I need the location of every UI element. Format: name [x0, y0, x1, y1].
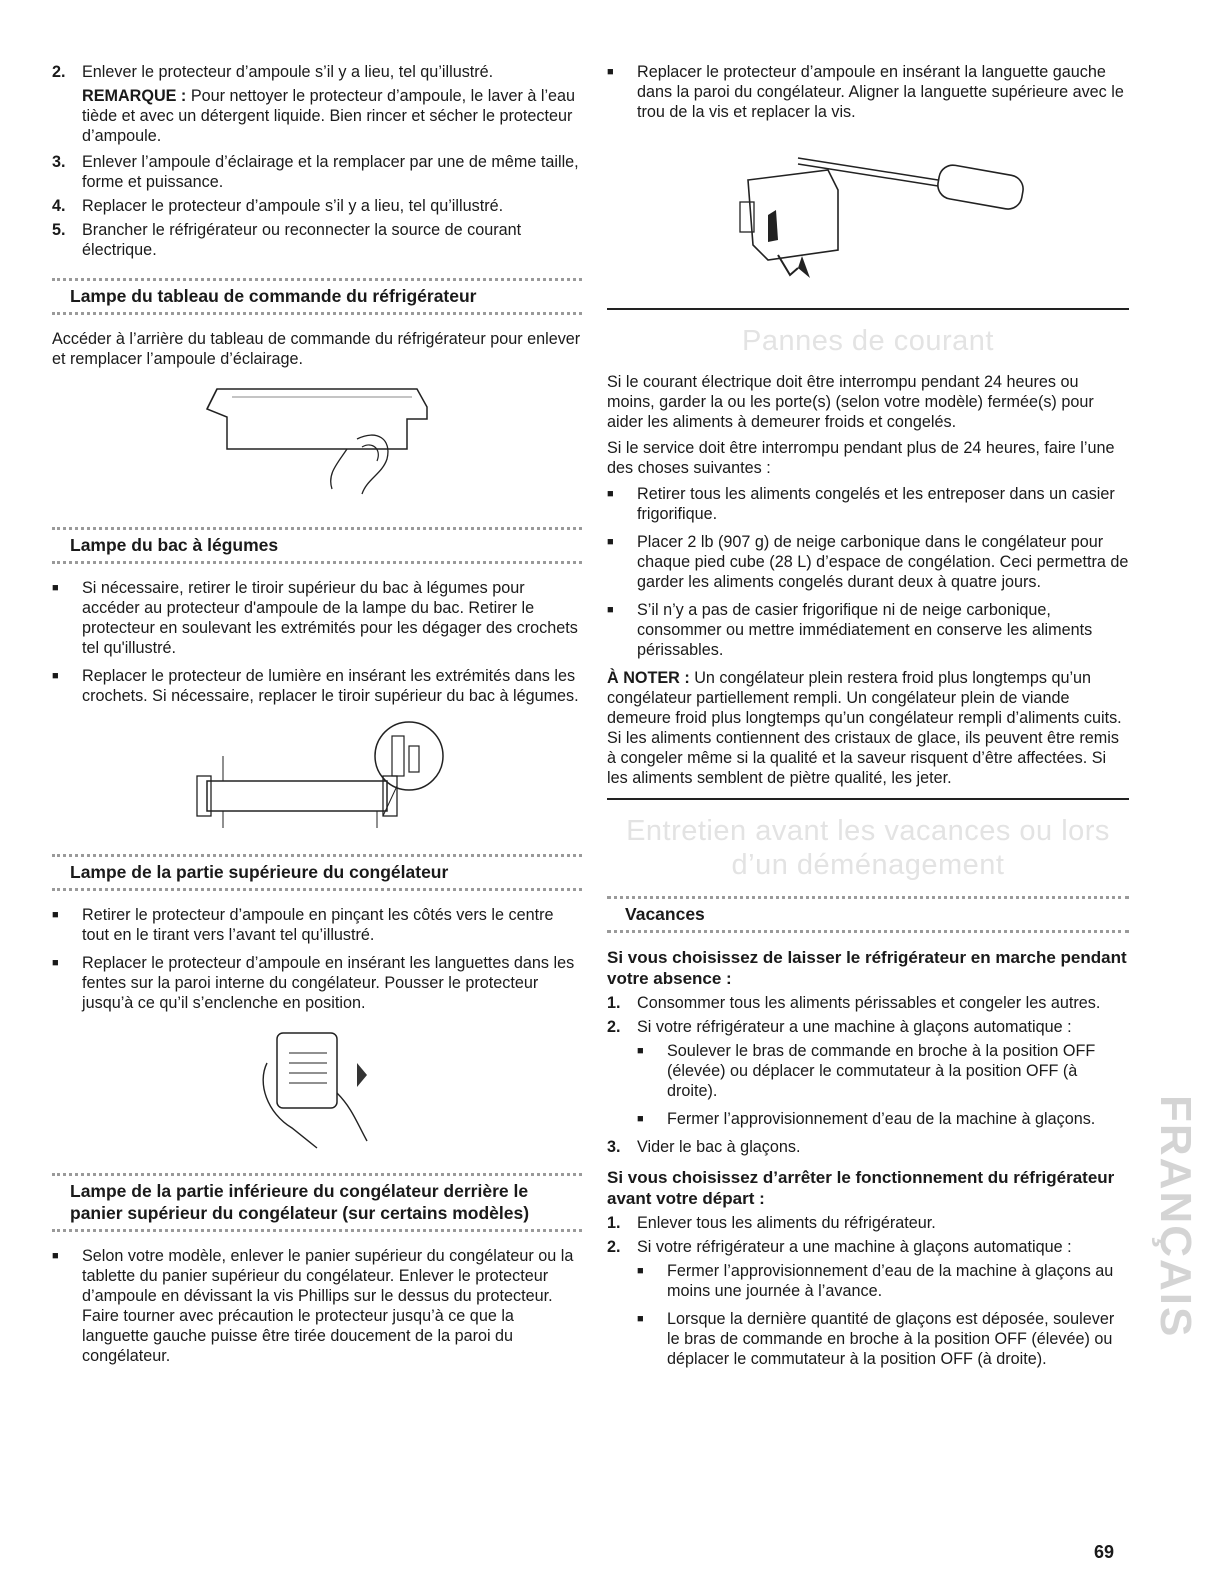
subheading-turn-off: Si vous choisissez d’arrêter le fonctionnement du réfrigérateur avant votre départ : [607, 1168, 1115, 1208]
bullet-item [52, 666, 582, 706]
bullet-item [52, 578, 582, 658]
step-text: Consommer tous les aliments périssables et congeler les autres. [637, 994, 1101, 1012]
note-text: Un congélateur plein restera froid plus longtemps qu’un congélateur partiellement rempli. Un congélateur plein de viande demeure froid plus longtemps qu’un congélateur rempli d’aliments cuits. Si les aliments contiennent des cristaux de glace, ils peuvent être remis à congeler même si la qualité et la saveur risquent d’être affectées. Si les aliments semblent de piètre qualité, les jeter. [607, 669, 1122, 787]
bullet-text: S’il n’y a pas de casier frigorifique ni de neige carbonique, consommer ou mettre immédiatement en conserve les aliments périssables. [637, 601, 1093, 659]
power-outage-para-1: Si le courant électrique doit être interrompu pendant 24 heures ou moins, garder la ou les porte(s) (selon votre modèle) fermée(s) pour aider les aliments à demeurer froids et congelés. [607, 373, 1094, 431]
subheading-leave-running: Si vous choisissez de laisser le réfrigérateur en marche pendant votre absence : [607, 948, 1127, 988]
sub-bullet-list [607, 1041, 1129, 1129]
step-number: 3. [52, 153, 66, 171]
section-title-crisper-lamp: Lampe du bac à légumes [52, 527, 582, 564]
step-number: 2. [607, 1238, 621, 1256]
upper-freezer-figure [52, 1023, 582, 1153]
bullet-square-icon: ■ [52, 582, 59, 594]
bullet-item [637, 1261, 1129, 1301]
step-text: Enlever tous les aliments du réfrigérateur. [637, 1214, 936, 1232]
bullet-square-icon: ■ [607, 488, 614, 500]
step-text: Si votre réfrigérateur a une machine à glaçons automatique : [637, 1018, 1072, 1036]
bullet-item [52, 1246, 582, 1366]
bullet-item [52, 905, 582, 945]
control-panel-illustration [177, 379, 457, 509]
step-text: Si votre réfrigérateur a une machine à glaçons automatique : [637, 1238, 1072, 1256]
bullet-text: Retirer le protecteur d’ampoule en pinçant les côtés vers le centre tout en le tirant vers l’avant tel qu’illustré. [82, 906, 554, 944]
page-number: 69 [1094, 1542, 1115, 1562]
step-number: 5. [52, 221, 66, 239]
step-number: 4. [52, 197, 66, 215]
power-outage-heading: Pannes de courant [742, 325, 994, 357]
bullet-text: Fermer l’approvisionnement d’eau de la machine à glaçons. [667, 1110, 1096, 1128]
bullet-text: Retirer tous les aliments congelés et les entreposer dans un casier frigorifique. [637, 485, 1115, 523]
bullet-square-icon: ■ [637, 1313, 644, 1325]
bullet-square-icon: ■ [52, 1250, 59, 1262]
bullet-square-icon: ■ [607, 66, 614, 78]
bullet-item [607, 600, 1129, 660]
remarque-label: REMARQUE : [82, 87, 187, 105]
step-text: Enlever l’ampoule d’éclairage et la remplacer par une de même taille, forme et puissance. [82, 153, 579, 191]
bullet-square-icon: ■ [52, 670, 59, 682]
step-number: 2. [607, 1018, 621, 1036]
step-number: 3. [607, 1138, 621, 1156]
step-number: 1. [607, 1214, 621, 1232]
bullet-text: Replacer le protecteur de lumière en insérant les extrémités dans les crochets. Si nécessaire, replacer le tiroir supérieur du bac à légumes. [82, 667, 579, 705]
language-label: FRANÇAIS [1151, 1095, 1200, 1339]
sub-bullet-list [607, 1261, 1129, 1369]
bullet-item [52, 953, 582, 1013]
bullet-square-icon: ■ [52, 957, 59, 969]
bullet-square-icon: ■ [607, 536, 614, 548]
divider [607, 798, 1129, 800]
step-3 [607, 1137, 1129, 1157]
note-label: À NOTER : [607, 669, 690, 687]
control-panel-figure [52, 379, 582, 509]
upper-freezer-lamp-illustration [217, 1023, 417, 1153]
step-text: Brancher le réfrigérateur ou reconnecter la source de courant électrique. [82, 221, 522, 259]
bullet-square-icon: ■ [637, 1045, 644, 1057]
bullet-text: Replacer le protecteur d’ampoule en insérant les languettes dans les fentes sur la paroi interne du congélateur. Pousser le protecteur jusqu’à ce qu’il s’enclenche en position. [82, 954, 575, 1012]
bullet-item [607, 532, 1129, 592]
bullet-text: Lorsque la dernière quantité de glaçons est déposée, soulever le bras de commande en broche à la position OFF (élevée) ou déplacer le commutateur à la position OFF (à droite). [667, 1310, 1115, 1368]
heading-line-1: Entretien avant les vacances ou lors [626, 815, 1110, 847]
bullet-square-icon: ■ [52, 909, 59, 921]
bullet-text: Soulever le bras de commande en broche à la position OFF (élevée) ou déplacer le commutateur à la position OFF (à droite). [667, 1042, 1096, 1100]
bullet-text: Si nécessaire, retirer le tiroir supérieur du bac à légumes pour accéder au protecteur d'ampoule de la lampe du bac. Retirer le protecteur en soulevant les extrémités pour les dégager des crochets tel qu'illustré. [82, 579, 578, 657]
step-number: 2. [52, 63, 66, 81]
section-title-control-panel-lamp: Lampe du tableau de commande du réfrigérateur [52, 278, 582, 315]
bullet-text: Placer 2 lb (907 g) de neige carbonique dans le congélateur pour chaque pied cube (28 L) d’espace de congélation. Ceci permettra de garder les aliments congelés durant deux à quatre jours. [637, 533, 1129, 591]
screwdriver-figure [607, 130, 1129, 290]
step-2 [607, 1237, 1129, 1257]
remarque-text: Pour nettoyer le protecteur d’ampoule, le laver à l’eau tiède et avec un détergent liquide. Bien rincer et sécher le protecteur d’ampoule. [82, 87, 576, 145]
bullet-item [607, 62, 1129, 122]
heading-line-2: d’un déménagement [731, 849, 1005, 881]
step-5 [52, 220, 582, 260]
vacation-moving-heading [607, 814, 1129, 882]
bullet-item [607, 484, 1129, 524]
note-paragraph [607, 668, 1129, 788]
bullet-item [637, 1109, 1129, 1129]
left-column [52, 62, 582, 1374]
bullet-square-icon: ■ [637, 1265, 644, 1277]
step-2 [607, 1017, 1129, 1037]
step-1 [607, 993, 1129, 1013]
step-number: 1. [607, 994, 621, 1012]
language-side-tab [1152, 1082, 1198, 1352]
control-panel-lamp-text: Accéder à l’arrière du tableau de commande du réfrigérateur pour enlever et remplacer l’ampoule d’éclairage. [52, 330, 581, 368]
screwdriver-illustration [698, 130, 1038, 290]
step-text: Vider le bac à glaçons. [637, 1138, 801, 1156]
bullet-text: Fermer l’approvisionnement d’eau de la machine à glaçons au moins une journée à l’avance. [667, 1262, 1114, 1300]
step-3 [52, 152, 582, 192]
section-title-lower-freezer-lamp [52, 1173, 582, 1232]
section-title-vacances: Vacances [607, 896, 1129, 933]
step-4 [52, 196, 582, 216]
step-text: Enlever le protecteur d’ampoule s’il y a lieu, tel qu’illustré. [82, 63, 494, 81]
crisper-figure [52, 716, 582, 836]
step-1 [607, 1213, 1129, 1233]
power-outage-para-2: Si le service doit être interrompu pendant plus de 24 heures, faire l’une des choses suivantes : [607, 439, 1115, 477]
section-title-upper-freezer-lamp: Lampe de la partie supérieure du congélateur [52, 854, 582, 891]
remarque-note [52, 86, 582, 146]
right-column [607, 62, 1129, 1377]
section-title-line-2: panier supérieur du congélateur (sur certains modèles) [70, 1203, 530, 1223]
bullet-item [637, 1309, 1129, 1369]
divider [607, 308, 1129, 310]
bullet-text: Replacer le protecteur d’ampoule en insérant la languette gauche dans la paroi du congélateur. Aligner la languette supérieure avec le trou de la vis et replacer la vis. [637, 63, 1124, 121]
bullet-item [637, 1041, 1129, 1101]
step-2 [52, 62, 582, 82]
section-title-line-1: Lampe de la partie inférieure du congélateur derrière le [70, 1181, 529, 1201]
bullet-square-icon: ■ [637, 1113, 644, 1125]
bullet-text: Selon votre modèle, enlever le panier supérieur du congélateur ou la tablette du panier supérieur du congélateur. Enlever le protecteur d’ampoule en dévissant la vis Phillips sur le dessus du protecteur. Faire tourner avec précaution le protecteur jusqu’à ce que la languette gauche puisse être tirée doucement de la paroi du congélateur. [82, 1247, 574, 1365]
crisper-lamp-illustration [187, 716, 447, 836]
bullet-square-icon: ■ [607, 604, 614, 616]
step-text: Replacer le protecteur d’ampoule s’il y a lieu, tel qu’illustré. [82, 197, 504, 215]
